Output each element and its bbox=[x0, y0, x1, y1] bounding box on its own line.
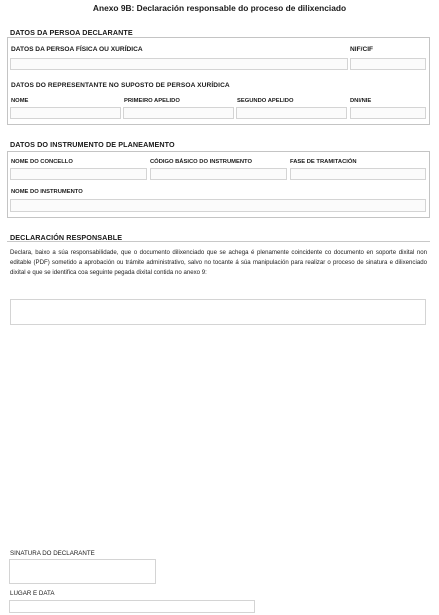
apelido1-input[interactable] bbox=[123, 107, 234, 119]
dni-input[interactable] bbox=[350, 107, 426, 119]
apelido2-label: SEGUNDO APELIDO bbox=[237, 98, 294, 104]
hash-input[interactable] bbox=[10, 299, 426, 325]
instrument-heading: DATOS DO INSTRUMENTO DE PLANEAMENTO bbox=[10, 140, 175, 149]
nome-input[interactable] bbox=[10, 107, 121, 119]
fase-label: FASE DE TRAMITACIÓN bbox=[290, 159, 357, 165]
document-title: Anexo 9B: Declaración responsable do proceso de dilixenciado bbox=[92, 3, 347, 13]
apelido1-label: PRIMEIRO APELIDO bbox=[124, 98, 180, 104]
dni-label: DNI/NIE bbox=[350, 98, 372, 104]
concello-label: NOME DO CONCELLO bbox=[11, 159, 73, 165]
place-date-label: LUGAR E DATA bbox=[10, 590, 55, 597]
codigo-label: CÓDIGO BÁSICO DO INSTRUMENTO bbox=[150, 159, 252, 165]
codigo-input[interactable] bbox=[150, 168, 287, 180]
representative-heading: DATOS DO REPRESENTANTE NO SUPOSTO DE PERSOA XURÍDICA bbox=[11, 82, 230, 89]
declarant-heading: DATOS DA PERSOA DECLARANTE bbox=[10, 28, 133, 37]
nif-label: NIF/CIF bbox=[350, 46, 374, 53]
place-date-input[interactable] bbox=[9, 600, 255, 613]
signature-label: SINATURA DO DECLARANTE bbox=[10, 550, 95, 557]
person-name-input[interactable] bbox=[10, 58, 348, 70]
person-label: DATOS DA PERSOA FÍSICA OU XURÍDICA bbox=[11, 46, 143, 53]
signature-box[interactable] bbox=[9, 559, 156, 584]
declaration-rule bbox=[7, 241, 430, 242]
fase-input[interactable] bbox=[290, 168, 426, 180]
nome-label: NOME bbox=[11, 98, 29, 104]
concello-input[interactable] bbox=[10, 168, 147, 180]
declaration-text: Declara, baixo a súa responsabilidade, que o documento dilixenciado que se achega é plenamente coincidente co documento en soporte dixital non editable (PDF) sometido a aprobación ou trámite administrativo, salvo no tocante á súa manipulación para realizar o proceso de sinatura e dilixenciado dixital e que se identifica coa seguinte pegada dixital contida no anexo 9: bbox=[10, 249, 427, 276]
apelido2-input[interactable] bbox=[236, 107, 347, 119]
declaration-heading: DECLARACIÓN RESPONSABLE bbox=[10, 233, 123, 242]
nome-instrumento-label: NOME DO INSTRUMENTO bbox=[11, 189, 83, 195]
nif-input[interactable] bbox=[350, 58, 426, 70]
nome-instrumento-input[interactable] bbox=[10, 199, 426, 212]
